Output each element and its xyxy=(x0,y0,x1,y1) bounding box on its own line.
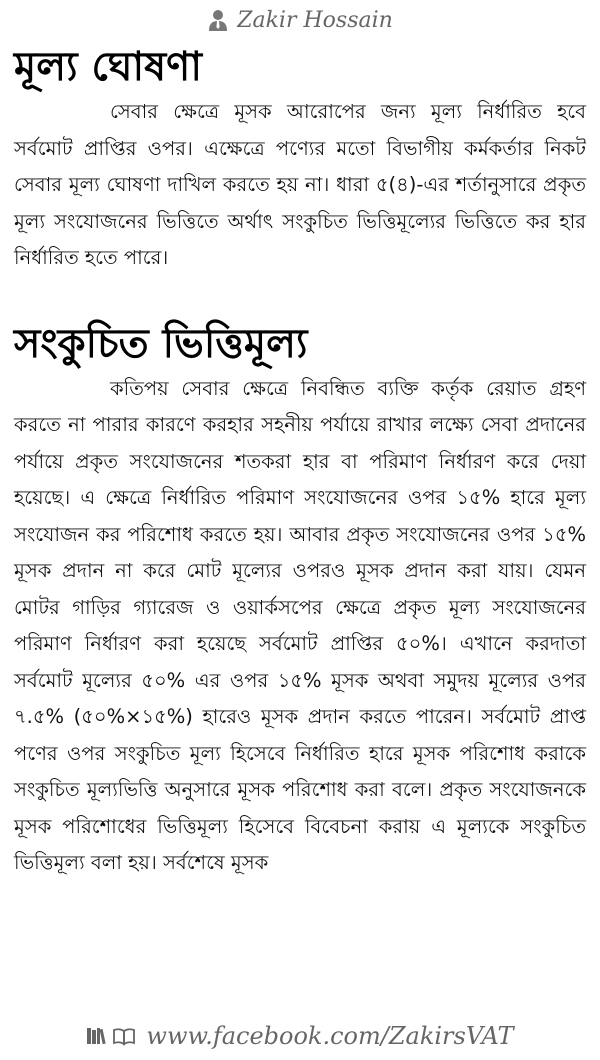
footer-icons xyxy=(86,1026,136,1046)
author-name: Zakir Hossain xyxy=(237,7,393,33)
person-icon xyxy=(207,8,229,32)
section-body-price-declaration: সেবার ক্ষেত্রে মূসক আরোপের জন্য মূল্য নির্ধারিত হবে সর্বমোট প্রাপ্তির ওপর। এক্ষেত্রে পণ্যের মতো বিভাগীয় কর্মকর্তার নিকট সেবার মূল্য ঘোষণা দাখিল করতে হয় না। ধারা ৫(৪)-এর শর্তানুসারে প্রকৃত মূল্য সংযোজনের ভিত্তিতে অর্থাৎ সংকুচিত ভিত্তিমূল্যের ভিত্তিতে কর হার নির্ধারিত হতে পারে। xyxy=(14,100,586,269)
section-title-reduced-base-value: সংকুচিত ভিত্তিমূল্য xyxy=(14,320,308,367)
page-header xyxy=(10,0,590,40)
section-title-price-declaration: মূল্য ঘোষণা xyxy=(14,44,202,90)
page-footer xyxy=(0,1018,600,1054)
open-book-icon xyxy=(112,1026,136,1046)
footer-url: www.facebook.com/ZakirsVAT xyxy=(146,1022,514,1050)
books-icon xyxy=(86,1026,108,1046)
section-body-reduced-base-value: কতিপয় সেবার ক্ষেত্রে নিবন্ধিত ব্যক্তি কর্তৃক রেয়াত গ্রহণ করতে না পারার কারণে করহার সহনীয় পর্যায়ে রাখার লক্ষ্যে সেবা প্রদানের পর্যায়ে প্রকৃত সংযোজনের শতকরা হার বা পরিমাণ নির্ধারণ করে দেয়া হয়েছে। এ ক্ষেত্রে নির্ধারিত পরিমাণ সংযোজনের ওপর ১৫% হারে মূল্য সংযোজন কর পরিশোধ করতে হয়। আবার প্রকৃত সংযোজনের ওপর ১৫% মূসক প্রদান না করে মোট মূল্যের ওপরও মূসক প্রদান করা যায়। যেমন মোটর গাড়ির গ্যারেজ ও ওয়ার্কসপের ক্ষেত্রে প্রকৃত মূল্য সংযোজনের পরিমাণ নির্ধারণ করা হয়েছে সর্বমোট প্রাপ্তির ৫০%। এখানে করদাতা সর্বমোট মূল্যের ৫০% এর ওপর ১৫% মূসক অথবা সমুদয় মূল্যের ওপর ৭.৫% (৫০%×১৫%) হারেও মূসক প্রদান করতে পারেন। সর্বমোট প্রাপ্ত পণের ওপর সংকুচিত মূল্য হিসেবে নির্ধারিত হারে মূসক পরিশোধ করাকে সংকুচিত মূল্যভিত্তি অনুসারে মূসক পরিশোধ করা বলে। প্রকৃত সংযোজনকে মূসক পরিশোধের ভিত্তিমূল্য হিসেবে বিবেচনা করায় এ মূল্যকে সংকুচিত ভিত্তিমূল্য বলা হয়। সর্বশেষে মূসক xyxy=(14,376,586,874)
